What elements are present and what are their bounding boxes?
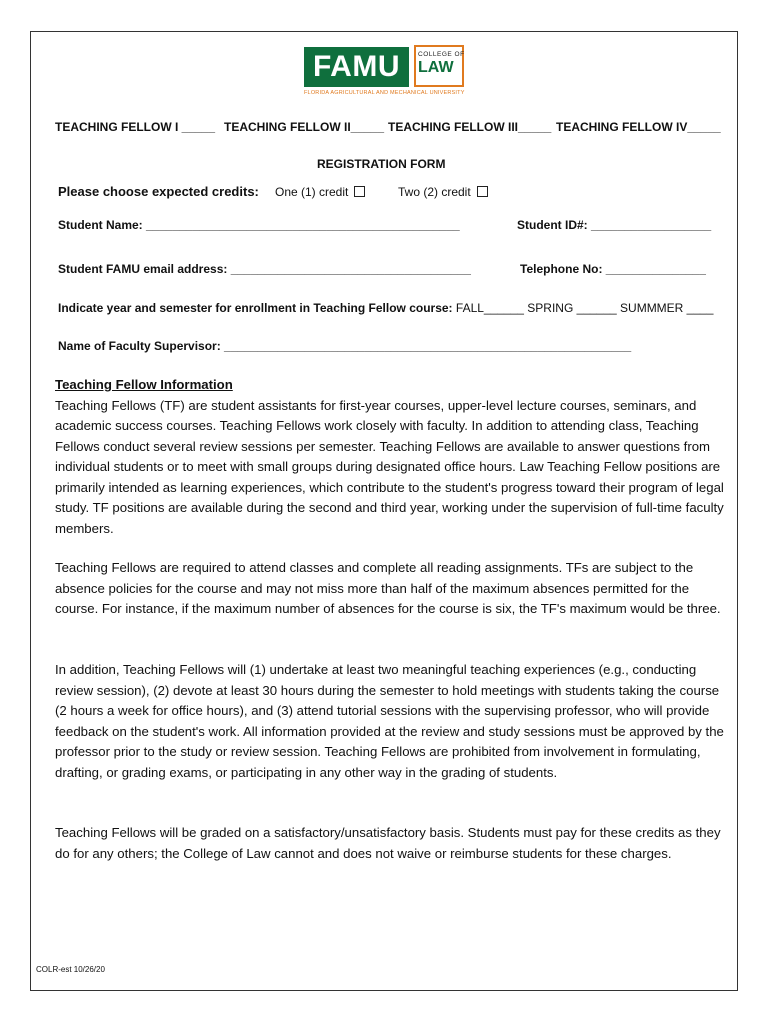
one-credit-checkbox[interactable]	[354, 186, 365, 197]
teaching-fellow-3-field[interactable]: TEACHING FELLOW III_____	[388, 120, 552, 134]
info-paragraph-3: In addition, Teaching Fellows will (1) undertake at least two meaningful teaching experiences (e.g., conducting review session), (2) devote at least 30 hours during the semester to hold meetings with students taking the course (2 hours a week for office hours), and (3) attend tutorial sessions with the supervising professor, who will provide feedback on the student's work. All information provided at the review and study sessions must be approved by the professor prior to the study or review session. Teaching Fellows are prohibited from involvement in formulating, drafting, or grading exams, or participating in any other way in the grading of students.	[55, 662, 724, 780]
logo-university-text: FLORIDA AGRICULTURAL AND MECHANICAL UNIVERSITY	[304, 90, 465, 96]
credits-label: Please choose expected credits:	[58, 184, 259, 199]
form-title: REGISTRATION FORM	[317, 157, 446, 171]
faculty-supervisor-field[interactable]: Name of Faculty Supervisor: _____________________________________________________________	[58, 339, 632, 353]
logo-college-text: COLLEGE OF	[418, 51, 465, 58]
student-name-field[interactable]: Student Name: _______________________________________________	[58, 218, 460, 232]
email-field[interactable]: Student FAMU email address: ____________________________________	[58, 262, 471, 276]
telephone-field[interactable]: Telephone No: _______________	[520, 262, 706, 276]
teaching-fellow-1-field[interactable]: TEACHING FELLOW I _____	[55, 120, 216, 134]
info-paragraph-1: Teaching Fellows (TF) are student assistants for first-year courses, upper-level lecture courses, seminars, and academic success courses. Teaching Fellows work closely with faculty. In addition to attending class, Teaching Fellows conduct several review sessions per semester. Teaching Fellows are available to answer questions from individual students or to meet with small groups during designated office hours. Law Teaching Fellow positions are primarily intended as learning experiences, which contribute to the student's progress toward their program of legal study. TF positions are available during the second and third year, working under the supervision of full-time faculty members.	[55, 397, 724, 536]
one-credit-option[interactable]	[275, 185, 365, 199]
famu-law-logo	[304, 45, 469, 101]
one-credit-label: One (1) credit	[275, 185, 349, 199]
enrollment-label: Indicate year and semester for enrollment in Teaching Fellow course:	[58, 301, 453, 315]
logo-famu-text: FAMU	[304, 47, 409, 87]
enrollment-row	[58, 301, 713, 315]
logo-law-text: LAW	[418, 59, 454, 76]
info-paragraph-2: Teaching Fellows are required to attend classes and complete all reading assignments. TFs are subject to the absence policies for the course and may not miss more than half of the maximum absences permitted for the course. For instance, if the maximum number of absences for the course is six, the TF's maximum would be three.	[55, 560, 721, 616]
form-code-footer: COLR-est 10/26/20	[36, 965, 105, 974]
info-paragraph-4: Teaching Fellows will be graded on a satisfactory/unsatisfactory basis. Students must pay for these credits as they do for any others; the College of Law cannot and does not waive or reimburse students for these charges.	[55, 825, 721, 861]
info-section	[55, 375, 730, 539]
info-heading: Teaching Fellow Information	[55, 377, 233, 392]
student-id-field[interactable]: Student ID#: __________________	[517, 218, 712, 232]
two-credit-label: Two (2) credit	[398, 185, 471, 199]
enrollment-terms[interactable]: FALL______ SPRING ______ SUMMMER ____	[455, 301, 714, 315]
teaching-fellow-4-field[interactable]: TEACHING FELLOW IV_____	[556, 120, 721, 134]
two-credit-checkbox[interactable]	[477, 186, 488, 197]
two-credit-option[interactable]	[398, 185, 488, 199]
teaching-fellow-2-field[interactable]: TEACHING FELLOW II_____	[224, 120, 385, 134]
